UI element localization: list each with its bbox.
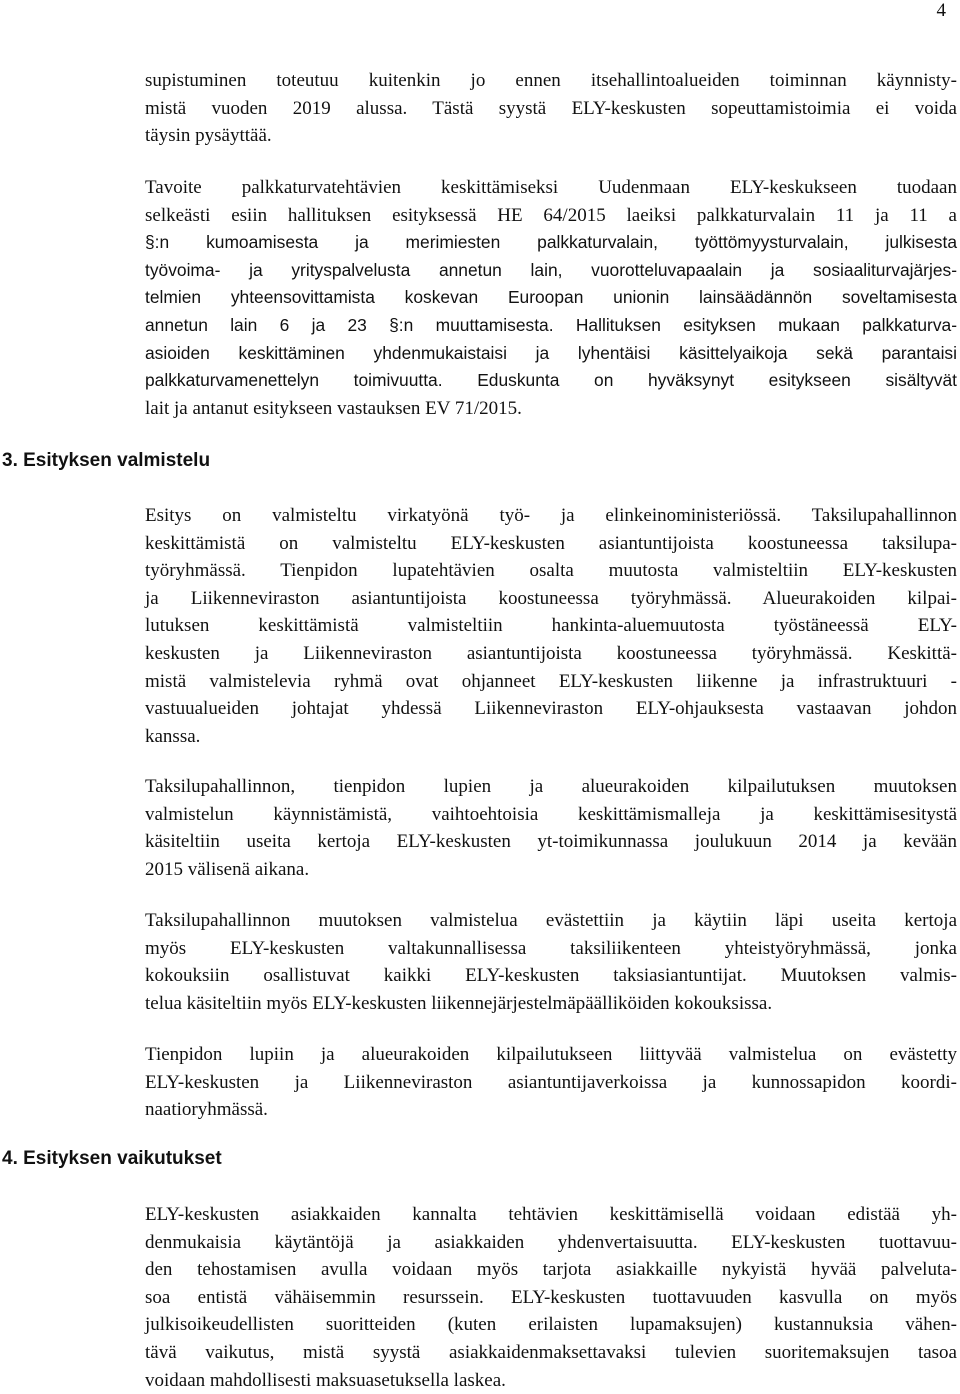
text-line: ELY-keskusten asiakkaiden kannalta tehtävien keskittämisellä voidaan edistää yh- — [145, 1204, 957, 1225]
text-line: palkkaturvamenettelyn toimivuutta. Eduskunta on hyväksynyt esitykseen sisältyvät — [145, 370, 957, 391]
text-line: asioiden keskittäminen yhdenmukaistaisi ja lyhentäisi käsittelyaikoja sekä parantaisi — [145, 342, 957, 363]
text-line: työryhmässä. Tienpidon lupatehtävien osalta muutosta valmisteltiin ELY-keskusten — [145, 560, 957, 582]
text-line: ELY-keskusten ja Liikenneviraston asiantuntijaverkoissa ja kunnossapidon koordi- — [145, 1071, 957, 1093]
text-line: den tehostamisen avulla voidaan myös tarjota asiakkaille nykyistä hyvää palveluta- — [145, 1259, 957, 1281]
text-line: käsiteltiin useita kertoja ELY-keskusten yt-toimikunnassa joulukuun 2014 ja kevään — [145, 831, 957, 853]
text-line: valmistelun käynnistämistä, vaihtoehtoisia keskittämismalleja ja keskittämisesitystä — [145, 803, 957, 825]
text-line: täysin pysäyttää. — [145, 125, 272, 147]
text-line: kanssa. — [145, 725, 201, 747]
section-3-paragraph-3 — [145, 907, 957, 1017]
text-line: Taksilupahallinnon muutoksen valmistelua evästettiin ja käytiin läpi useita kertoja — [145, 910, 957, 931]
text-line: Tienpidon lupiin ja alueurakoiden kilpailutukseen liittyvää valmistelua on evästetty — [145, 1044, 957, 1065]
intro-paragraph — [145, 67, 957, 150]
text-line: mistä valmistelevia ryhmä ovat ohjanneet ELY-keskusten liikenne ja infrastruktuuri - — [145, 670, 957, 692]
payroll-paragraph — [145, 174, 957, 422]
text-line: supistuminen toteutuu kuitenkin jo ennen itsehallintoalueiden toiminnan käynnisty- — [145, 70, 957, 91]
text-line: telua käsiteltiin myös ELY-keskusten liikennejärjestelmäpäälliköiden kokouksissa. — [145, 992, 773, 1014]
text-line: voidaan mahdollisesti maksuasetuksella laskea. — [145, 1369, 506, 1391]
text-line: §:n kumoamisesta ja merimiesten palkkaturvalain, työttömyysturvalain, julkisesta — [145, 232, 957, 253]
text-line: Tavoite palkkaturvatehtävien keskittämiseksi Uudenmaan ELY-keskukseen tuodaan — [145, 177, 957, 198]
text-line: julkisoikeudellisten suoritteiden (kuten erilaisten lupamaksujen) kustannuksia vähen- — [145, 1314, 957, 1336]
text-line: myös ELY-keskusten valtakunnallisessa taksiliikenteen yhteistyöryhmässä, jonka — [145, 937, 957, 959]
text-line: ja Liikenneviraston asiantuntijoista koostuneessa työryhmässä. Alueurakoiden kilpai- — [145, 587, 957, 609]
text-line: Taksilupahallinnon, tienpidon lupien ja alueurakoiden kilpailutuksen muutoksen — [145, 776, 957, 797]
text-line: keskittämistä on valmisteltu ELY-keskusten asiantuntijoista koostuneessa taksilupa- — [145, 532, 957, 554]
section-3-heading: 3. Esityksen valmistelu — [2, 450, 211, 471]
text-line: kokouksiin osallistuvat kaikki ELY-keskusten taksiasiantuntijat. Muutoksen valmis- — [145, 965, 957, 987]
text-line: naatioryhmässä. — [145, 1099, 268, 1121]
text-line: denmukaisia käytäntöjä ja asiakkaiden yhdenvertaisuutta. ELY-keskusten tuottavuu- — [145, 1231, 957, 1253]
text-line: työvoima- ja yrityspalvelusta annetun lain, vuorotteluvapaalain ja sosiaaliturvajärjes- — [145, 259, 957, 280]
section-3-paragraph-4 — [145, 1041, 957, 1124]
text-line: annetun lain 6 ja 23 §:n muuttamisesta. Hallituksen esityksen mukaan palkkaturva- — [145, 314, 957, 335]
text-line: vastuualueiden johtajat yhdessä Liikenneviraston ELY-ohjauksesta vastaavan johdon — [145, 698, 957, 720]
text-line: 2015 välisenä aikana. — [145, 858, 310, 880]
page-number: 4 — [936, 0, 946, 21]
text-line: lait ja antanut esitykseen vastauksen EV 71/2015. — [145, 397, 522, 419]
text-line: selkeästi esiin hallituksen esityksessä HE 64/2015 laeiksi palkkaturvalain 11 ja 11 a — [145, 204, 957, 226]
text-line: telmien yhteensovittamista koskevan Euroopan unionin lainsäädännön soveltamisesta — [145, 287, 957, 308]
text-line: tävä vaikutus, mistä syystä asiakkaidenmaksettavaksi tulevien suoritemaksujen tasoa — [145, 1341, 957, 1363]
section-3-paragraph-2 — [145, 773, 957, 883]
text-line: soa entistä vähäisemmin resurssein. ELY-keskusten tuottavuuden kasvulla on myös — [145, 1286, 957, 1308]
section-4-heading: 4. Esityksen vaikutukset — [2, 1148, 222, 1169]
text-line: Esitys on valmisteltu virkatyönä työ- ja elinkeinoministeriössä. Taksilupahallinnon — [145, 505, 957, 526]
text-line: lutuksen keskittämistä valmisteltiin hankinta-aluemuutosta työstäneessä ELY- — [145, 615, 957, 637]
section-3-paragraph-1 — [145, 502, 957, 750]
section-4-paragraph-1 — [145, 1201, 957, 1394]
text-line: mistä vuoden 2019 alussa. Tästä syystä ELY-keskusten sopeuttamistoimia ei voida — [145, 97, 957, 119]
text-line: keskusten ja Liikenneviraston asiantuntijoista koostuneessa työryhmässä. Keskittä- — [145, 642, 957, 664]
